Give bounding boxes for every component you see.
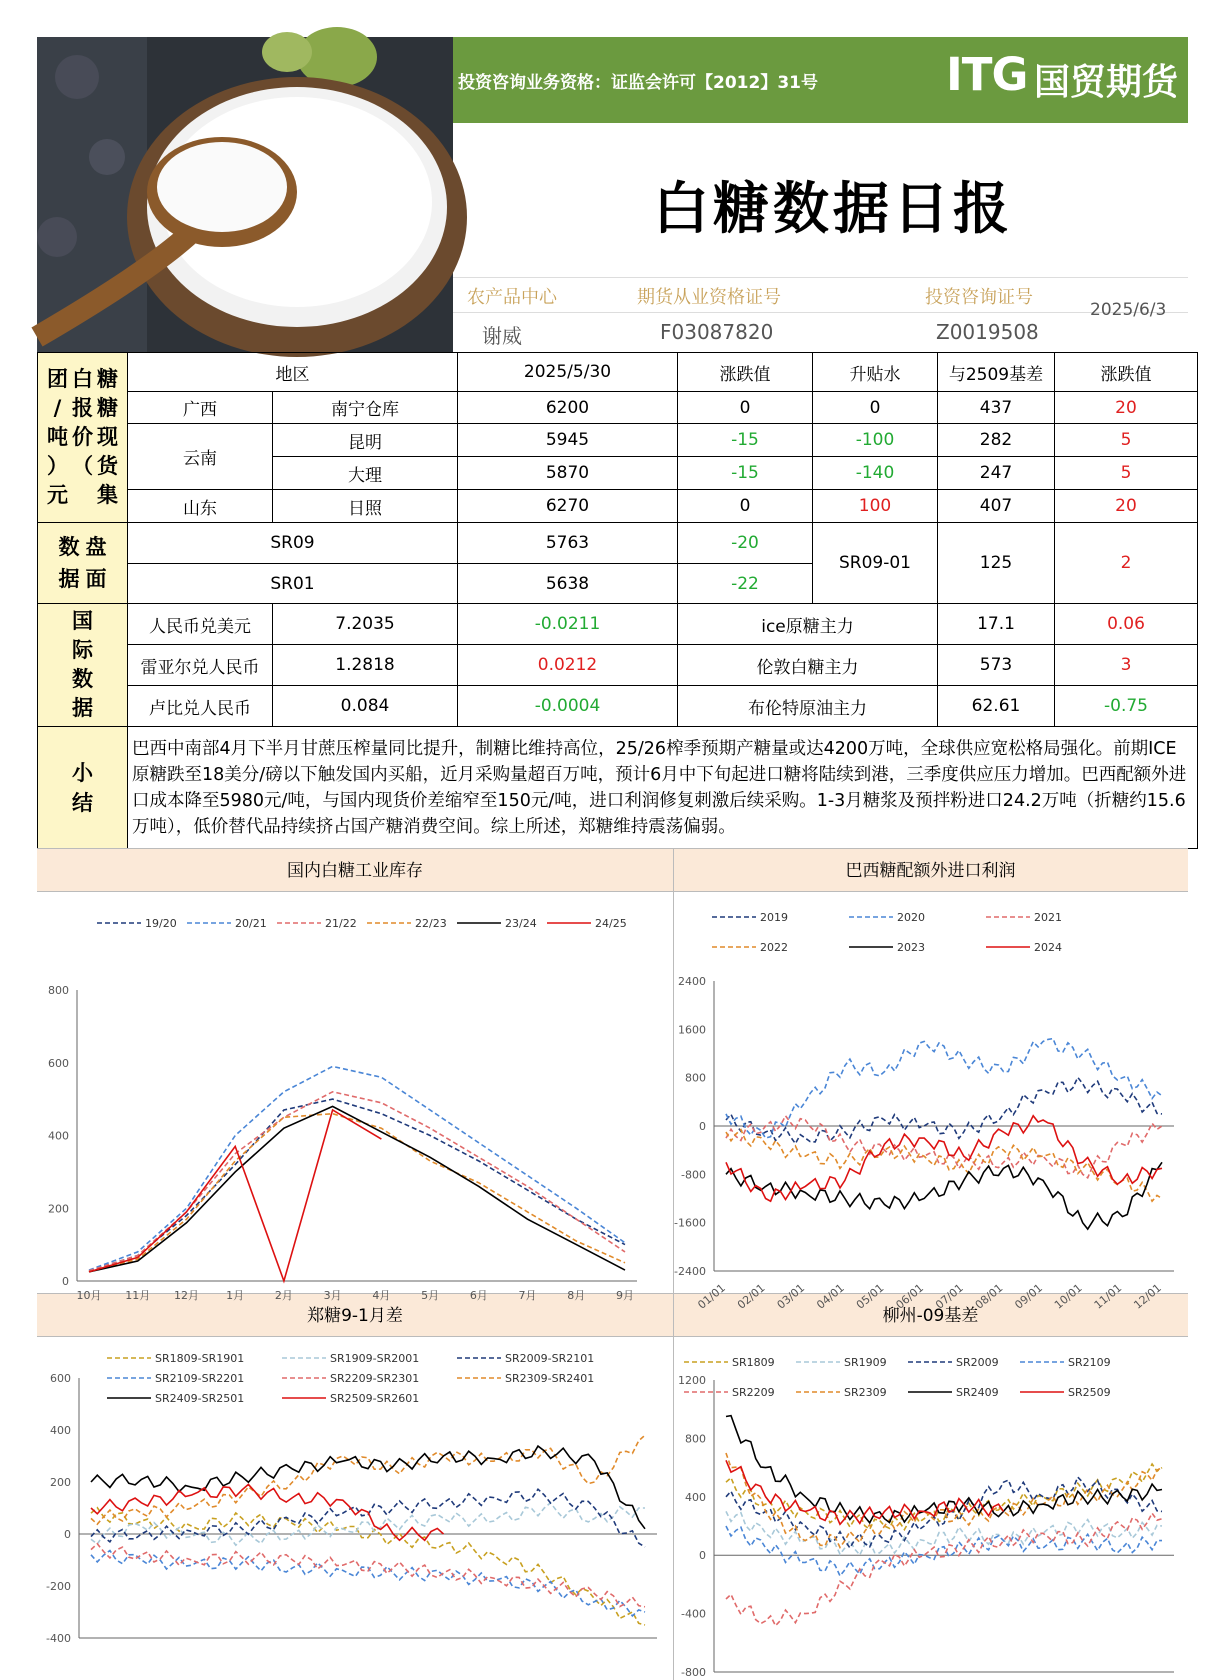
legend-label: 23/24 bbox=[505, 917, 537, 930]
legend-label: 22/23 bbox=[415, 917, 447, 930]
x-tick-label: 11月 bbox=[125, 1289, 151, 1302]
x-tick-label: 10/01 bbox=[1052, 1281, 1085, 1312]
x-tick-label: 1月 bbox=[226, 1289, 245, 1302]
series-line bbox=[726, 1464, 1162, 1530]
x-tick-label: 01/01 bbox=[695, 1281, 728, 1312]
y-tick-label: 600 bbox=[48, 1056, 69, 1070]
legend-label: SR2409-SR2501 bbox=[155, 1392, 245, 1405]
futures-category: 数 据 盘 面 bbox=[38, 523, 128, 604]
legend-label: 21/22 bbox=[325, 917, 357, 930]
chart-title-spread: 郑糖9-1月差 bbox=[37, 1293, 673, 1337]
series-line bbox=[91, 1503, 645, 1545]
legend-label: 20/21 bbox=[235, 917, 267, 930]
intl-item-value: 573 bbox=[938, 645, 1055, 686]
series-line bbox=[91, 1508, 645, 1625]
basis-change: 5 bbox=[1055, 424, 1198, 457]
y-tick-label: 0 bbox=[699, 1120, 706, 1133]
premium: -100 bbox=[813, 424, 938, 457]
head-date: 2025/5/30 bbox=[458, 353, 678, 392]
intl-item-change: 3 bbox=[1055, 645, 1198, 686]
y-tick-label: 200 bbox=[48, 1202, 69, 1216]
y-tick-label: 800 bbox=[685, 1432, 706, 1446]
legend-label: 2022 bbox=[760, 941, 788, 954]
fx-change: -0.0211 bbox=[458, 604, 678, 645]
summary-category: 小 结 bbox=[38, 727, 128, 849]
intl-item-change: 0.06 bbox=[1055, 604, 1198, 645]
fx-change: -0.0004 bbox=[458, 686, 678, 727]
x-tick-label: 11/01 bbox=[1091, 1281, 1125, 1312]
legend-label: 2019 bbox=[760, 911, 788, 924]
y-tick-label: 0 bbox=[64, 1528, 71, 1541]
head-region: 地区 bbox=[128, 353, 458, 392]
fx-name: 卢比兑人民币 bbox=[128, 686, 273, 727]
fx-name: 人民币兑美元 bbox=[128, 604, 273, 645]
fx-value: 1.2818 bbox=[273, 645, 458, 686]
series-line bbox=[91, 1544, 645, 1607]
x-tick-label: 4月 bbox=[372, 1289, 391, 1302]
x-tick-label: 10月 bbox=[76, 1289, 102, 1302]
legend-label: SR2209 bbox=[732, 1386, 775, 1399]
legend-label: SR2009-SR2101 bbox=[505, 1352, 595, 1365]
intl-category: 国 际 数 据 bbox=[38, 604, 128, 727]
intl-item: ice原糖主力 bbox=[678, 604, 938, 645]
legend-label: 2020 bbox=[897, 911, 925, 924]
y-tick-label: 600 bbox=[50, 1372, 71, 1385]
x-tick-label: 06/01 bbox=[893, 1281, 927, 1312]
legend-label: SR2109-SR2201 bbox=[155, 1372, 245, 1385]
series-line bbox=[89, 1114, 625, 1272]
legend-label: SR1909-SR2001 bbox=[330, 1352, 420, 1365]
divider bbox=[453, 277, 1188, 278]
chart-title-import-profit: 巴西糖配额外进口利润 bbox=[673, 848, 1188, 892]
y-tick-label: 400 bbox=[50, 1424, 71, 1437]
y-tick-label: 400 bbox=[48, 1129, 69, 1143]
futures-price: 5638 bbox=[458, 564, 678, 604]
y-tick-label: 0 bbox=[62, 1275, 69, 1288]
x-tick-label: 6月 bbox=[469, 1289, 488, 1302]
invest-license-number: Z0019508 bbox=[936, 320, 1039, 344]
intl-item-change: -0.75 bbox=[1055, 686, 1198, 727]
city: 大理 bbox=[273, 457, 458, 490]
x-tick-label: 7月 bbox=[518, 1289, 537, 1302]
spread-value: 125 bbox=[938, 523, 1055, 604]
city: 南宁仓库 bbox=[273, 392, 458, 424]
y-tick-label: 1200 bbox=[678, 1374, 706, 1387]
y-tick-label: -400 bbox=[681, 1607, 706, 1621]
legend-label: 2021 bbox=[1034, 911, 1062, 924]
premium: 0 bbox=[813, 392, 938, 424]
change: -15 bbox=[678, 424, 813, 457]
qualification-text: 投资咨询业务资格：证监会许可【2012】31号 bbox=[458, 73, 818, 93]
basis-change: 20 bbox=[1055, 490, 1198, 523]
price: 6270 bbox=[458, 490, 678, 523]
spot-category: 团 / 吨 ） 元 白 报 价 （ 糖 糖 现 货 集 bbox=[38, 353, 128, 523]
y-tick-label: 400 bbox=[685, 1490, 706, 1504]
basis-change: 20 bbox=[1055, 392, 1198, 424]
change: 0 bbox=[678, 490, 813, 523]
summary-text: 巴西中南部4月下半月甘蔗压榨量同比提升，制糖比维持高位，25/26榨季预期产糖量或达4200万吨，全球供应宽松格局强化。前期ICE原糖跌至18美分/磅以下触发国内买船，近月采购量超百万吨，预计6月中下旬起进口糖将陆续到港，三季度供应压力增加。巴西配额外进口成本降至5980元/吨，与国内现货价差缩窄至150元/吨，进口利润修复刺激后续采购。1-3月糖浆及预拌粉进口24.2万吨（折糖约15.6万吨），低价替代品持续挤占国产糖消费空间。综上所述，郑糖维持震荡偏弱。 bbox=[128, 727, 1198, 849]
head-basis-change: 涨跌值 bbox=[1055, 353, 1198, 392]
basis: 247 bbox=[938, 457, 1055, 490]
legend-label: SR1809 bbox=[732, 1356, 775, 1369]
x-tick-label: 8月 bbox=[567, 1289, 586, 1302]
report-date: 2025/6/3 bbox=[1090, 300, 1167, 320]
invest-license-label: 投资咨询证号 bbox=[925, 287, 1033, 308]
y-tick-label: -800 bbox=[681, 1666, 706, 1679]
intl-item: 布伦特原油主力 bbox=[678, 686, 938, 727]
fx-value: 0.084 bbox=[273, 686, 458, 727]
legend-label: SR2509 bbox=[1068, 1386, 1111, 1399]
x-tick-label: 04/01 bbox=[814, 1281, 847, 1312]
chart-title-basis: 柳州-09基差 bbox=[673, 1293, 1188, 1337]
basis: 407 bbox=[938, 490, 1055, 523]
license-label: 期货从业资格证号 bbox=[637, 287, 781, 308]
legend-label: SR2209-SR2301 bbox=[330, 1372, 420, 1385]
sugar-photo bbox=[37, 37, 453, 352]
dept-label: 农产品中心 bbox=[467, 287, 557, 308]
import-profit-chart bbox=[674, 893, 1188, 1312]
legend-label: SR2509-SR2601 bbox=[330, 1392, 420, 1405]
intl-item: 伦敦白糖主力 bbox=[678, 645, 938, 686]
futures-price: 5763 bbox=[458, 523, 678, 564]
futures-change: -22 bbox=[678, 564, 813, 604]
y-tick-label: 200 bbox=[50, 1476, 71, 1489]
x-tick-label: 12月 bbox=[173, 1289, 199, 1302]
futures-change: -20 bbox=[678, 523, 813, 564]
province: 广西 bbox=[128, 392, 273, 424]
head-change: 涨跌值 bbox=[678, 353, 813, 392]
contract: SR09 bbox=[128, 523, 458, 564]
series-line bbox=[726, 1116, 1162, 1178]
y-tick-label: 0 bbox=[699, 1549, 706, 1563]
basis-chart bbox=[674, 1338, 1188, 1680]
x-tick-label: 08/01 bbox=[972, 1281, 1006, 1312]
fx-change: 0.0212 bbox=[458, 645, 678, 686]
x-tick-label: 03/01 bbox=[774, 1281, 808, 1312]
spread-chart bbox=[37, 1338, 673, 1680]
divider bbox=[453, 312, 1188, 313]
y-tick-label: -1600 bbox=[674, 1216, 706, 1230]
city: 昆明 bbox=[273, 424, 458, 457]
intl-item-value: 62.61 bbox=[938, 686, 1055, 727]
y-tick-label: -200 bbox=[46, 1580, 71, 1593]
premium: 100 bbox=[813, 490, 938, 523]
basis: 437 bbox=[938, 392, 1055, 424]
series-line bbox=[91, 1446, 645, 1529]
legend-label: 24/25 bbox=[595, 917, 627, 930]
analyst-name: 谢威 bbox=[482, 324, 522, 348]
spread-change: 2 bbox=[1055, 523, 1198, 604]
city: 日照 bbox=[273, 490, 458, 523]
chart-title-inventory: 国内白糖工业库存 bbox=[37, 848, 673, 892]
y-tick-label: -2400 bbox=[674, 1265, 706, 1278]
change: -15 bbox=[678, 457, 813, 490]
sugar-spoon-illustration bbox=[37, 37, 453, 352]
spread-name: SR09-01 bbox=[813, 523, 938, 604]
x-tick-label: 07/01 bbox=[933, 1281, 966, 1312]
fx-name: 雷亚尔兑人民币 bbox=[128, 645, 273, 686]
head-premium: 升贴水 bbox=[813, 353, 938, 392]
series-line bbox=[89, 1066, 625, 1270]
x-tick-label: 3月 bbox=[323, 1289, 342, 1302]
head-basis: 与2509基差 bbox=[938, 353, 1055, 392]
data-table bbox=[37, 352, 1198, 849]
legend-label: 19/20 bbox=[145, 917, 177, 930]
y-tick-label: 800 bbox=[48, 984, 69, 997]
logo-itg: ITG bbox=[946, 48, 1028, 101]
series-line bbox=[726, 1162, 1162, 1229]
y-tick-label: -400 bbox=[46, 1632, 71, 1645]
x-tick-label: 9月 bbox=[616, 1289, 634, 1302]
province: 云南 bbox=[128, 424, 273, 490]
premium: -140 bbox=[813, 457, 938, 490]
y-tick-label: 800 bbox=[685, 1071, 706, 1085]
legend-label: SR2409 bbox=[956, 1386, 999, 1399]
intl-item-value: 17.1 bbox=[938, 604, 1055, 645]
price: 5945 bbox=[458, 424, 678, 457]
inventory-chart bbox=[37, 893, 673, 1302]
contract: SR01 bbox=[128, 564, 458, 604]
legend-label: SR2109 bbox=[1068, 1356, 1111, 1369]
basis-change: 5 bbox=[1055, 457, 1198, 490]
province: 山东 bbox=[128, 490, 273, 523]
price: 6200 bbox=[458, 392, 678, 424]
series-line bbox=[726, 1077, 1162, 1143]
legend-label: SR1809-SR1901 bbox=[155, 1352, 245, 1365]
price: 5870 bbox=[458, 457, 678, 490]
legend-label: 2023 bbox=[897, 941, 925, 954]
legend-label: SR2309 bbox=[844, 1386, 887, 1399]
page-title: 白糖数据日报 bbox=[653, 177, 1013, 242]
basis: 282 bbox=[938, 424, 1055, 457]
x-tick-label: 12/01 bbox=[1131, 1281, 1164, 1312]
legend-label: SR1909 bbox=[844, 1356, 887, 1369]
series-line bbox=[89, 1106, 625, 1272]
legend-label: 2024 bbox=[1034, 941, 1062, 954]
y-tick-label: -800 bbox=[681, 1168, 706, 1182]
legend-label: SR2309-SR2401 bbox=[505, 1372, 595, 1385]
license-number: F03087820 bbox=[660, 320, 774, 344]
y-tick-label: 1600 bbox=[678, 1023, 706, 1037]
x-tick-label: 5月 bbox=[421, 1289, 440, 1302]
legend-label: SR2009 bbox=[956, 1356, 999, 1369]
x-tick-label: 2月 bbox=[274, 1289, 293, 1302]
fx-value: 7.2035 bbox=[273, 604, 458, 645]
x-tick-label: 09/01 bbox=[1012, 1281, 1046, 1312]
change: 0 bbox=[678, 392, 813, 424]
x-tick-label: 02/01 bbox=[734, 1281, 768, 1312]
y-tick-label: 2400 bbox=[678, 975, 706, 988]
x-tick-label: 05/01 bbox=[853, 1281, 887, 1312]
logo-company-name: 国贸期货 bbox=[1034, 62, 1179, 103]
